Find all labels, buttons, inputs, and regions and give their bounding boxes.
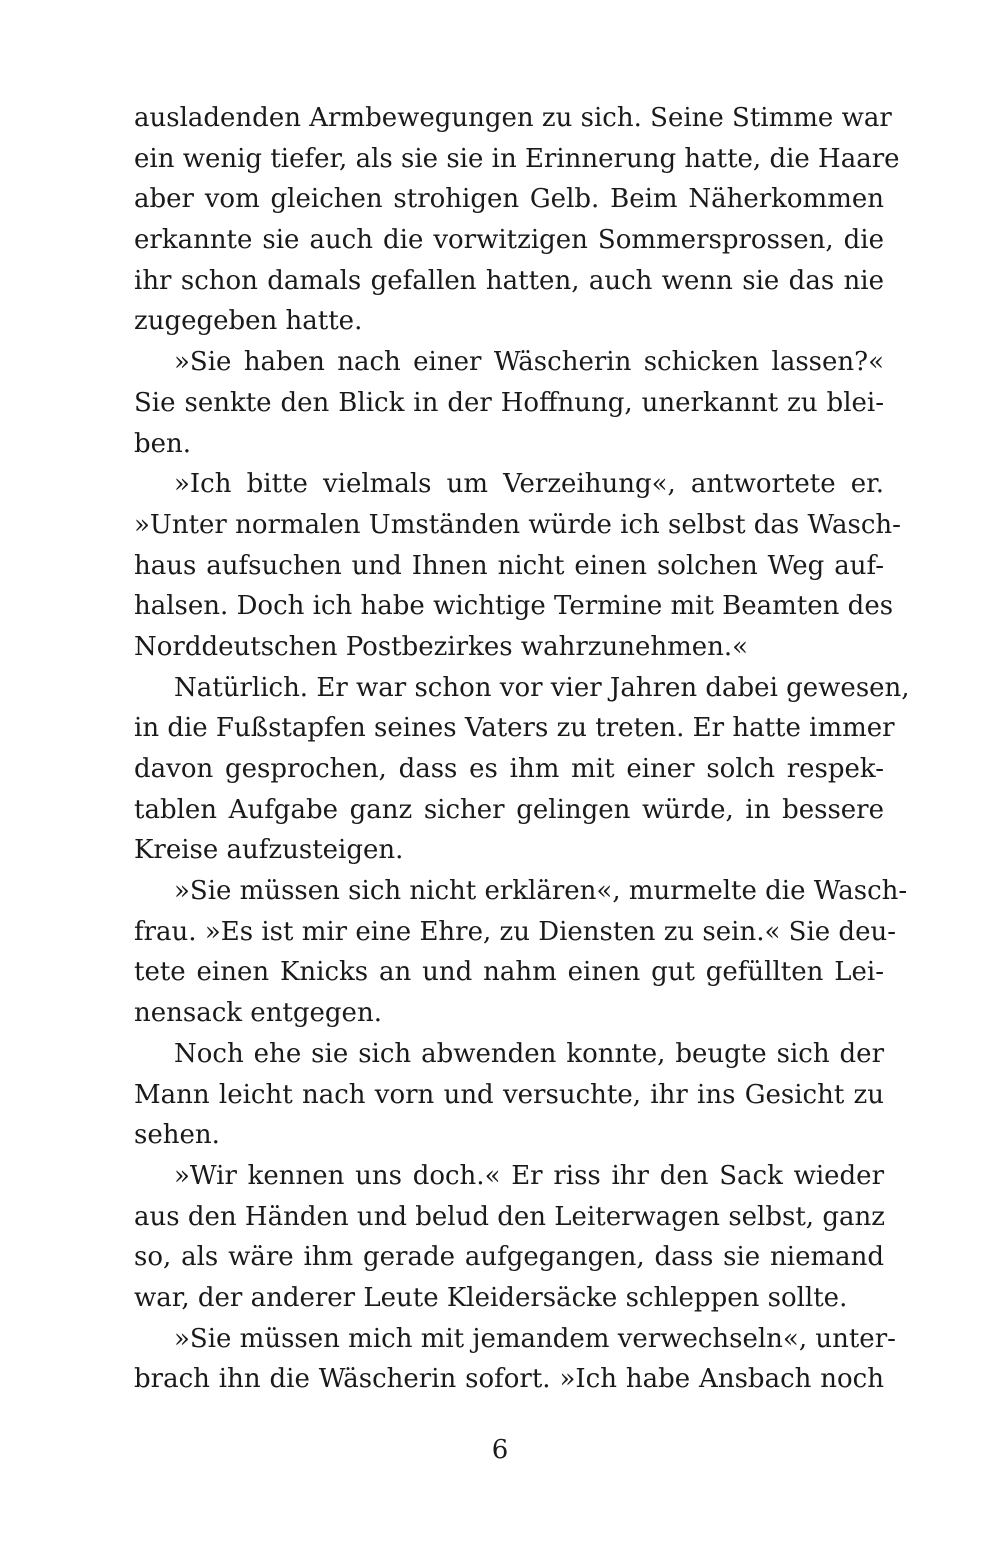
text-line: Norddeutschen Postbezirkes wahrzunehmen.« [134,631,749,662]
text-line: »Sie müssen mich mit jemandem verwechseln«, unter- [174,1323,896,1354]
paragraph [134,1319,896,1400]
page-body [134,98,910,1400]
text-line: so, als wäre ihm gerade aufgegangen, dass sie niemand [134,1242,884,1273]
text-line: »Sie müssen sich nicht erklären«, murmelte die Wasch- [174,876,908,907]
page-number: 6 [491,1435,509,1465]
text-line: »Sie haben nach einer Wäscherin schicken lassen?« [174,347,884,378]
paragraph [134,668,910,871]
text-line: »Unter normalen Umständen würde ich selbst das Wasch- [134,509,901,540]
text-line: »Ich bitte vielmals um Verzeihung«, antwortete er. [174,469,884,500]
text-line: aber vom gleichen strohigen Gelb. Beim Näherkommen [134,184,884,215]
text-line: in die Fußstapfen seines Vaters zu treten. Er hatte immer [134,713,895,744]
text-line: frau. »Es ist mir eine Ehre, zu Diensten zu sein.« Sie deu- [134,916,896,947]
text-line: war, der anderer Leute Kleidersäcke schleppen sollte. [134,1282,848,1313]
text-line: ben. [134,428,192,459]
text-line: erkannte sie auch die vorwitzigen Sommersprossen, die [134,225,884,256]
text-line: Sie senkte den Blick in der Hoffnung, unerkannt zu blei- [134,387,884,418]
text-line: brach ihn die Wäscherin sofort. »Ich habe Ansbach noch [134,1364,884,1395]
text-line: nensack entgegen. [134,998,382,1029]
paragraph [134,98,900,342]
text-line: »Wir kennen uns doch.« Er riss ihr den Sack wieder [174,1160,884,1191]
text-line: zugegeben hatte. [134,306,363,337]
text-line: aus den Händen und belud den Leiterwagen selbst, ganz [134,1201,885,1232]
text-line: halsen. Doch ich habe wichtige Termine mit Beamten des [134,591,894,622]
paragraph [134,1034,884,1156]
text-line: ihr schon damals gefallen hatten, auch wenn sie das nie [134,265,884,296]
text-line: Natürlich. Er war schon vor vier Jahren dabei gewesen, [174,672,910,703]
paragraph [134,1156,884,1319]
text-line: sehen. [134,1120,220,1151]
text-line: tete einen Knicks an und nahm einen gut gefüllten Lei- [134,957,884,988]
text-line: Noch ehe sie sich abwenden konnte, beugte sich der [174,1038,884,1069]
paragraph [134,871,908,1034]
paragraph [134,464,901,667]
paragraph [134,342,884,464]
text-line: ein wenig tiefer, als sie sie in Erinnerung hatte, die Haare [134,143,900,174]
text-line: Kreise aufzusteigen. [134,835,404,866]
text-line: Mann leicht nach vorn und versuchte, ihr ins Gesicht zu [134,1079,884,1110]
text-line: davon gesprochen, dass es ihm mit einer solch respek- [134,754,884,784]
text-line: haus aufsuchen und Ihnen nicht einen solchen Weg auf- [134,550,884,581]
text-line: tablen Aufgabe ganz sicher gelingen würde, in bessere [134,794,884,825]
text-line: ausladenden Armbewegungen zu sich. Seine Stimme war [134,103,892,133]
